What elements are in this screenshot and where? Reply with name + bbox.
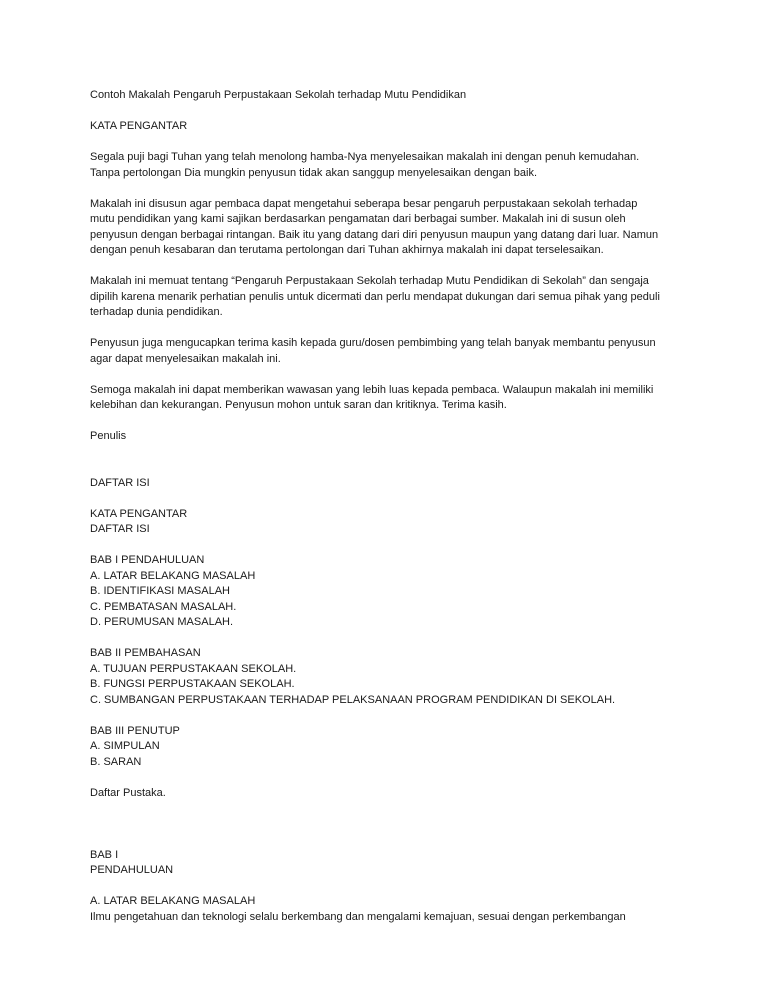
toc-item: A. TUJUAN PERPUSTAKAAN SEKOLAH.: [90, 662, 297, 675]
toc-front-matter: [90, 507, 690, 538]
bab-i-title: PENDAHULUAN: [90, 864, 174, 876]
paragraph-line: Penyusun juga mengucapkan terima kasih kepada guru/dosen pembimbing yang telah banyak membantu penyusun: [90, 337, 656, 349]
paragraph-line: agar dapat menyelesaikan makalah ini.: [90, 352, 281, 365]
toc-bab-3: [90, 724, 690, 771]
paragraph-line: Makalah ini disusun agar pembaca dapat mengetahui seberapa besar pengaruh perpustakaan sekolah terhadap: [90, 197, 638, 210]
toc-item: C. SUMBANGAN PERPUSTAKAAN TERHADAP PELAKSANAAN PROGRAM PENDIDIKAN DI SEKOLAH.: [90, 693, 616, 706]
bab-i-label: BAB I: [90, 848, 119, 861]
section-a-text: Ilmu pengetahuan dan teknologi selalu berkembang dan mengalami kemajuan, sesuai dengan perkembangan: [90, 910, 626, 923]
paragraph-line: kelebihan dan kekurangan. Penyusun mohon untuk saran dan kritiknya. Terima kasih.: [90, 399, 507, 411]
toc-daftar-pustaka: Daftar Pustaka.: [90, 786, 166, 799]
paragraph-3: [90, 274, 690, 321]
document-page: [90, 88, 690, 925]
toc-item: C. PEMBATASAN MASALAH.: [90, 600, 237, 613]
toc-item: BAB I PENDAHULUAN: [90, 554, 205, 566]
paragraph-line: Segala puji bagi Tuhan yang telah menolong hamba-Nya menyelesaikan makalah ini dengan penuh kemudahan.: [90, 151, 640, 163]
paragraph-1: [90, 150, 690, 181]
toc-item: BAB III PENUTUP: [90, 724, 180, 737]
paragraph-line: Makalah ini memuat tentang “Pengaruh Perpustakaan Sekolah terhadap Mutu Pendidikan di Sekolah” dan sengaja: [90, 275, 649, 287]
toc-item: A. SIMPULAN: [90, 740, 160, 752]
paragraph-line: Semoga makalah ini dapat memberikan wawasan yang lebih luas kepada pembaca. Walaupun makalah ini memiliki: [90, 383, 654, 396]
toc-item: B. SARAN: [90, 755, 142, 768]
toc-item: DAFTAR ISI: [90, 523, 150, 535]
paragraph-line: Tanpa pertolongan Dia mungkin penyusun tidak akan sanggup menyelesaikan dengan baik.: [90, 166, 538, 179]
section-a-heading: A. LATAR BELAKANG MASALAH: [90, 895, 256, 907]
toc-item: BAB II PEMBAHASAN: [90, 647, 201, 659]
toc-bab-1: [90, 553, 690, 631]
paragraph-line: terhadap dunia pendidikan.: [90, 306, 223, 318]
toc-item: A. LATAR BELAKANG MASALAH: [90, 569, 256, 582]
paragraph-2: [90, 197, 690, 259]
daftar-isi-heading: DAFTAR ISI: [90, 476, 150, 489]
toc-item: KATA PENGANTAR: [90, 507, 188, 520]
paragraph-4: [90, 336, 690, 367]
paragraph-line: penyusun dengan berbagai rintangan. Baik itu yang datang dari diri penyusun maupun yang datang dari luar. Namun: [90, 228, 659, 241]
toc-item: B. IDENTIFIKASI MASALAH: [90, 585, 230, 597]
paragraph-line: dengan penuh kesabaran dan terutama pertolongan dari Tuhan akhirnya makalah ini dapat terselesaikan.: [90, 244, 604, 256]
toc-item: D. PERUMUSAN MASALAH.: [90, 616, 234, 628]
paragraph-line: dipilih karena menarik perhatian penulis untuk dicermati dan perlu mendapat dukungan dari semua pihak yang peduli: [90, 290, 660, 303]
paragraph-5: [90, 383, 690, 414]
document-title: Contoh Makalah Pengaruh Perpustakaan Sekolah terhadap Mutu Pendidikan: [90, 89, 467, 101]
toc-item: B. FUNGSI PERPUSTAKAAN SEKOLAH.: [90, 678, 295, 690]
kata-pengantar-heading: KATA PENGANTAR: [90, 120, 188, 132]
toc-bab-2: [90, 646, 690, 708]
paragraph-line: mutu pendidikan yang kami sajikan berdasarkan pengamatan dari berbagai sumber. Makalah ini di susun oleh: [90, 213, 626, 225]
signature: Penulis: [90, 430, 127, 442]
